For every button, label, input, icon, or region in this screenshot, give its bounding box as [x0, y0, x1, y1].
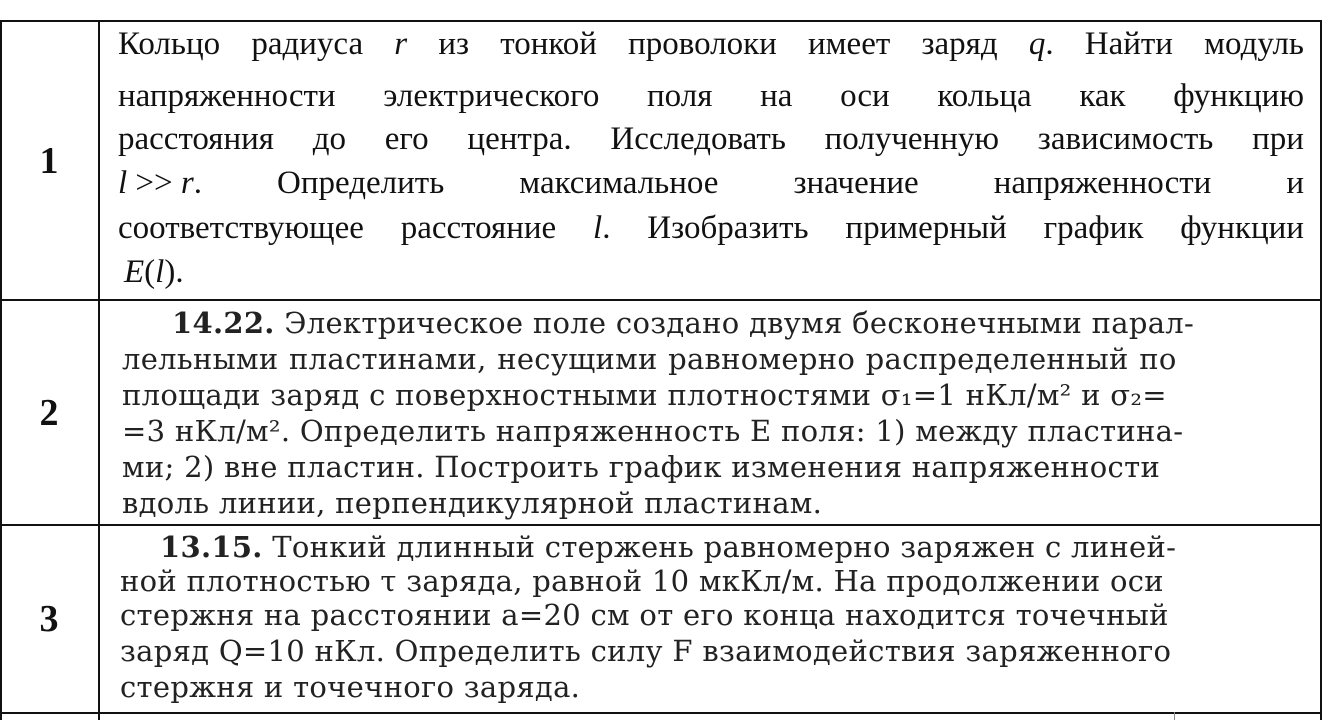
row-divider-1 [0, 299, 1322, 301]
problem-1-line-2: напряженности электрического поля на оси кольца как функцию [118, 78, 1304, 114]
problem-1-line-4: l >> r. Определить максимальное значение напряженности и [118, 165, 1304, 201]
row-number-3: 3 [39, 598, 59, 640]
table-border-top [0, 20, 1322, 22]
table-border-right [1320, 20, 1322, 720]
row-number-1: 1 [39, 139, 59, 182]
problem-1-line-5: соответствующее расстояние l. Изобразить примерный график функции [118, 210, 1304, 246]
row-divider-3 [0, 712, 1322, 714]
problem-2-line-2: лельными пластинами, несущими равномерно распределенный по [122, 342, 1177, 376]
problem-3-line-3: стержня на расстоянии a=20 см от его конца находится точечный [120, 598, 1169, 632]
problem-1-line-6: E(l). [124, 254, 184, 290]
problem-1-line-3: расстояния до его центра. Исследовать полученную зависимость при [118, 121, 1304, 157]
problem-1-line-1: Кольцо радиуса r из тонкой проволоки имеет заряд q. Найти модуль [118, 26, 1304, 62]
row-number-2: 2 [39, 391, 59, 434]
problem-2-line-6: вдоль линии, перпендикулярной пластинам. [122, 486, 823, 520]
problem-2-line-5: ми; 2) вне пластин. Построить график изменения напряженности [122, 450, 1161, 484]
problem-2-line-3: площади заряд с поверхностными плотностями σ₁=1 нКл/м² и σ₂= [122, 378, 1167, 412]
problem-3-line-5: стержня и точечного заряда. [120, 670, 581, 704]
problem-3-line-1: 13.15. Тонкий длинный стержень равномерно заряжен с линей- [160, 530, 1177, 564]
problem-3-line-2: ной плотностью τ заряда, равной 10 мкКл/м. На продолжении оси [120, 564, 1164, 598]
row-divider-2 [0, 524, 1322, 526]
problem-2-id: 14.22. [172, 306, 275, 340]
problem-3-line-4: заряд Q=10 нКл. Определить силу F взаимодействия заряженного [120, 634, 1172, 668]
problem-3-id: 13.15. [160, 530, 263, 564]
table-border-right-stub [1174, 712, 1175, 720]
problem-2-line-1: 14.22. Электрическое поле создано двумя бесконечными парал- [172, 306, 1195, 340]
problem-2-line-4: =3 нКл/м². Определить напряженность E поля: 1) между пластина- [122, 414, 1184, 448]
column-divider [98, 20, 100, 720]
